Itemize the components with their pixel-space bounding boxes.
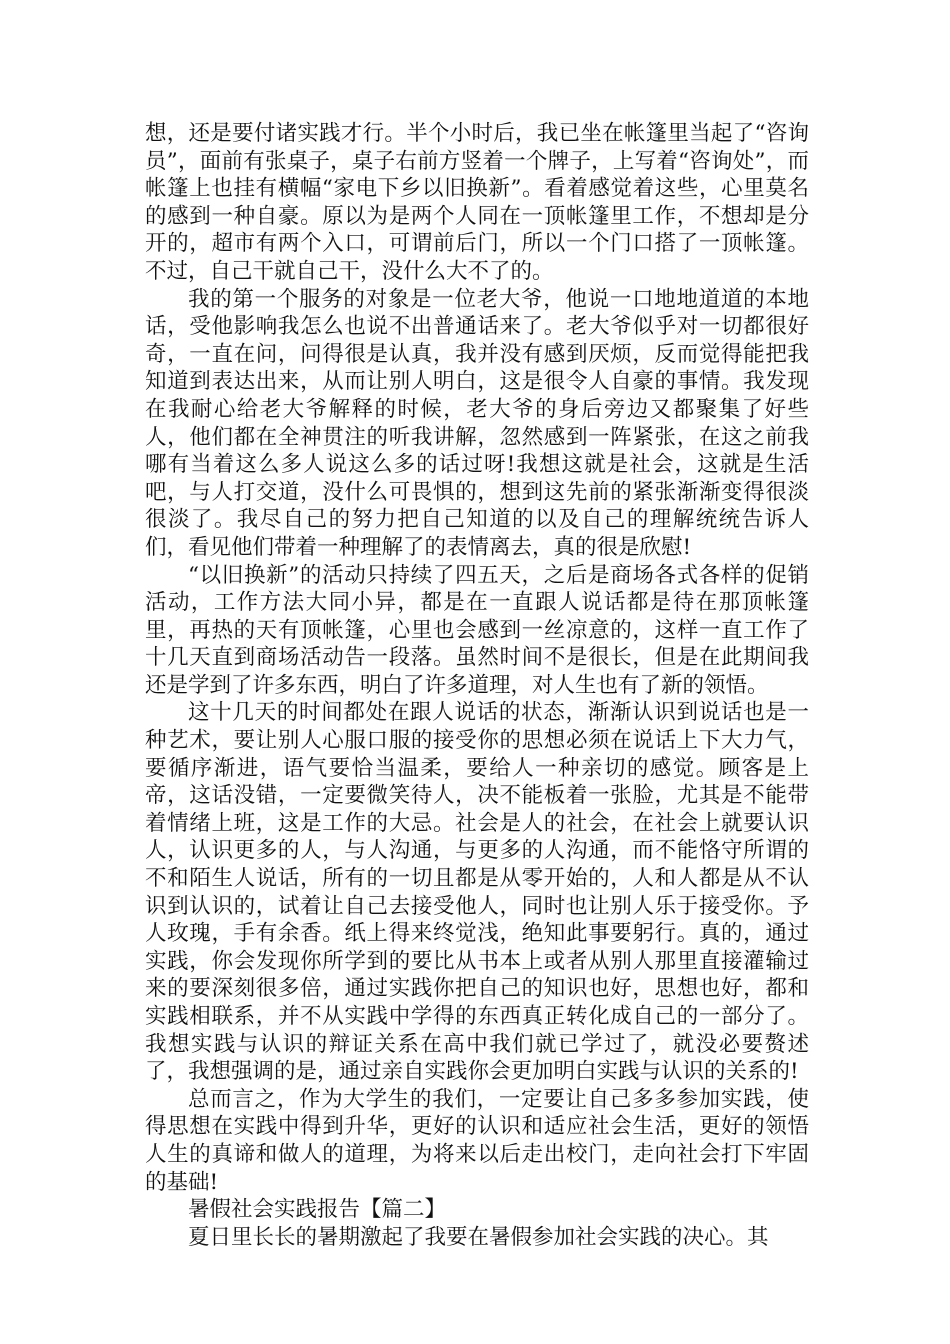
paragraph-conclusion: 总而言之，作为大学生的我们，一定要让自己多多参加实践，使得思想在实践中得到升华，更好的认识和适应社会生活，更好的领悟人生的真谛和做人的道理，为将来以后走出校门，走向社会打下牢固的基础!: [145, 1086, 809, 1195]
paragraph-continuation: 想，还是要付诸实践才行。半个小时后，我已坐在帐篷里当起了“咨询员”，面前有张桌子，桌子右前方竖着一个牌子，上写着“咨询处”，而帐篷上也挂有横幅“家电下乡以旧换新”。看着感觉着这些，心里莫名的感到一种自豪。原以为是两个人同在一顶帐篷里工作，不想却是分开的，超市有两个入口，可谓前后门，所以一个门口搭了一顶帐篷。不过，自己干就自己干，没什么大不了的。: [145, 121, 809, 284]
paragraph-first-customer: 我的第一个服务的对象是一位老大爷，他说一口地地道道的本地话，受他影响我怎么也说不出普通话来了。老大爷似乎对一切都很好奇，一直在问，问得很是认真，我并没有感到厌烦，反而觉得能把我知道到表达出来，从而让别人明白，这是很令人自豪的事情。我发现在我耐心给老大爷解释的时候，老大爷的身后旁边又都聚集了好些人，他们都在全神贯注的听我讲解，忽然感到一阵紧张，在这之前我哪有当着这么多人说这么多的话过呀!我想这就是社会，这就是生活吧，与人打交道，没什么可畏惧的，想到这先前的紧张渐渐变得很淡很淡了。我尽自己的努力把自己知道的以及自己的理解统统告诉人们，看见他们带着一种理解了的表情离去，真的很是欣慰!: [145, 286, 809, 560]
paragraph-trade-in-activity: “以旧换新”的活动只持续了四五天，之后是商场各式各样的促销活动，工作方法大同小异，都是在一直跟人说话都是待在那顶帐篷里，再热的天有顶帐篷，心里也会感到一丝凉意的，这样一直工作了十几天直到商场活动告一段落。虽然时间不是很长，但是在此期间我还是学到了许多东西，明白了许多道理，对人生也有了新的领悟。: [145, 562, 809, 698]
paragraph-section-two-start: 夏日里长长的暑期激起了我要在暑假参加社会实践的决心。其: [188, 1224, 769, 1250]
paragraph-reflection: 这十几天的时间都处在跟人说话的状态，渐渐认识到说话也是一种艺术，要让别人心服口服的接受你的思想必须在说话上下大力气，要循序渐进，语气要恰当温柔，要给人一种亲切的感觉。顾客是上帝，这话没错，一定要微笑待人，决不能板着一张脸，尤其是不能带着情绪上班，这是工作的大忌。社会是人的社会，在社会上就要认识人，认识更多的人，与人沟通，与更多的人沟通，而不能恪守所谓的不和陌生人说话，所有的一切且都是从零开始的，人和人都是从不认识到认识的，试着让自己去接受他人，同时也让别人乐于接受你。予人玫瑰，手有余香。纸上得来终觉浅，绝知此事要躬行。真的，通过实践，你会发现你所学到的要比从书本上或者从别人那里直接灌输过来的要深刻很多倍，通过实践你把自己的知识也好，思想也好，都和实践相联系，并不从实践中学得的东西真正转化成自己的一部分了。我想实践与认识的辩证关系在高中我们就已学过了，就没必要赘述了，我想强调的是，通过亲自实践你会更加明白实践与认识的关系的!: [145, 700, 809, 1085]
document-page: [145, 120, 809, 1251]
section-heading: 暑假社会实践报告【篇二】: [188, 1197, 447, 1223]
